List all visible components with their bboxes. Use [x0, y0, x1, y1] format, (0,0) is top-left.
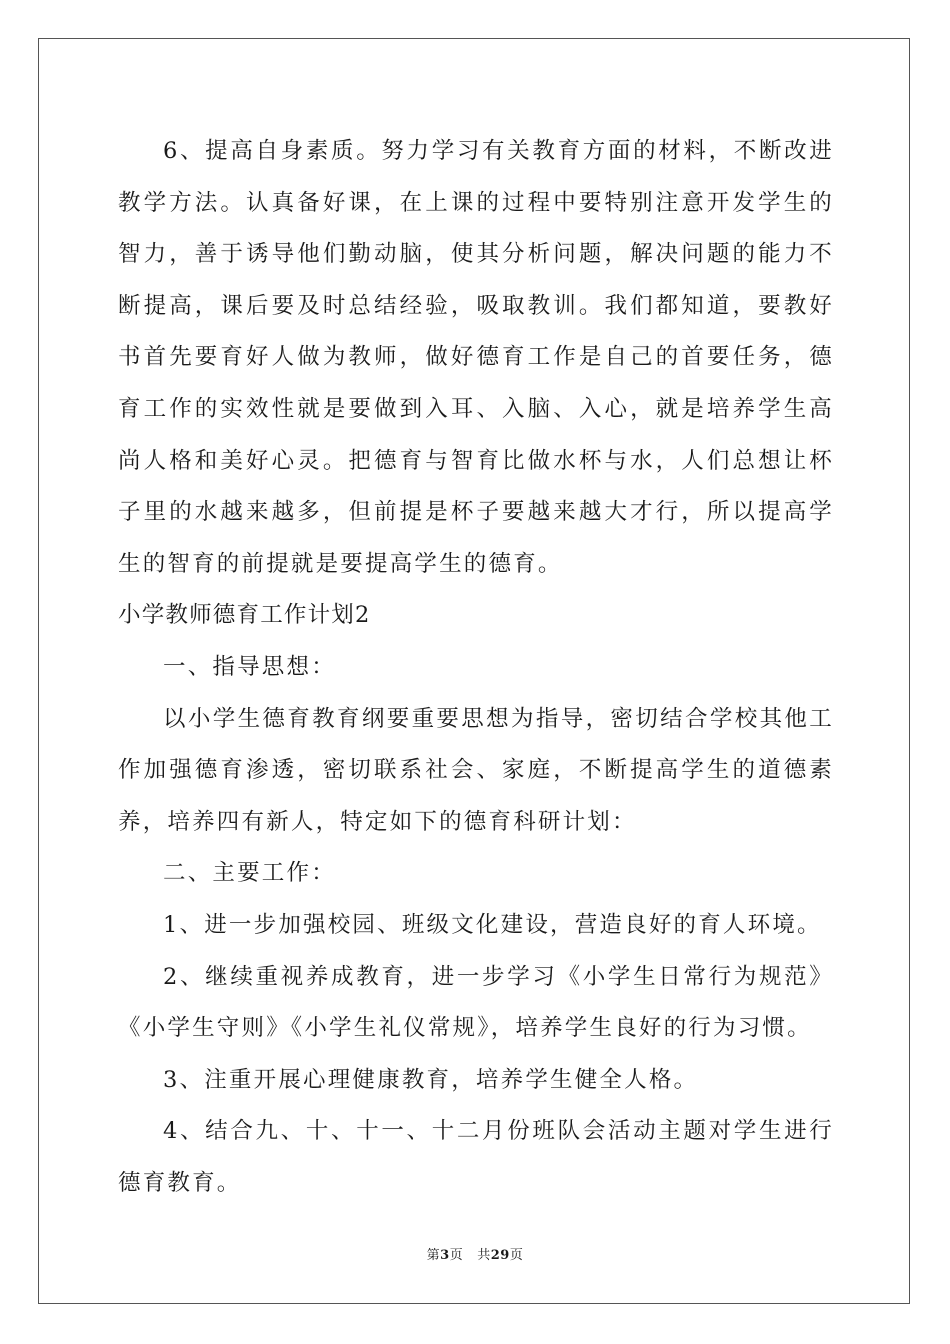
total-pages: 29: [490, 1248, 510, 1263]
page-suffix: 页: [449, 1248, 464, 1263]
section-heading: 小学教师德育工作计划2: [118, 602, 371, 629]
page-prefix: 第: [426, 1248, 441, 1263]
document-body: [118, 126, 834, 1209]
page-number: 3: [440, 1248, 450, 1263]
total-suffix: 页: [509, 1248, 524, 1263]
paragraph-guiding-thought: 以小学生德育教育纲要重要思想为指导，密切结合学校其他工作加强德育渗透，密切联系社会、家庭，不断提高学生的道德素养，培养四有新人，特定如下的德育科研计划：: [118, 705, 834, 835]
total-prefix: 共: [477, 1248, 491, 1263]
paragraph-item-6: 6、提高自身素质。努力学习有关教育方面的材料，不断改进教学方法。认真备好课，在上课的过程中要特别注意开发学生的智力，善于诱导他们勤动脑，使其分析问题，解决问题的能力不断提高，课后要及时总结经验，吸取教训。我们都知道，要教好书首先要育好人做为教师，做好德育工作是自己的首要任务，德育工作的实效性就是要做到入耳、入脑、入心，就是培养学生高尚人格和美好心灵。把德育与智育比做水杯与水，人们总想让杯子里的水越来越多，但前提是杯子要越来越大才行，所以提高学生的智育的前提就是要提高学生的德育。: [118, 138, 834, 577]
page-footer: [0, 1246, 950, 1266]
work-item-2: 2、继续重视养成教育，进一步学习《小学生日常行为规范》《小学生守则》《小学生礼仪常规》，培养学生良好的行为习惯。: [118, 963, 834, 1042]
work-item-4: 4、结合九、十、十一、十二月份班队会活动主题对学生进行德育教育。: [118, 1118, 834, 1196]
subheading-main-work: 二、主要工作：: [163, 860, 336, 887]
work-item-1: 1、进一步加强校园、班级文化建设，营造良好的育人环境。: [163, 911, 822, 938]
work-item-3: 3、注重开展心理健康教育，培养学生健全人格。: [163, 1066, 699, 1093]
subheading-guiding-thought: 一、指导思想：: [163, 653, 336, 680]
